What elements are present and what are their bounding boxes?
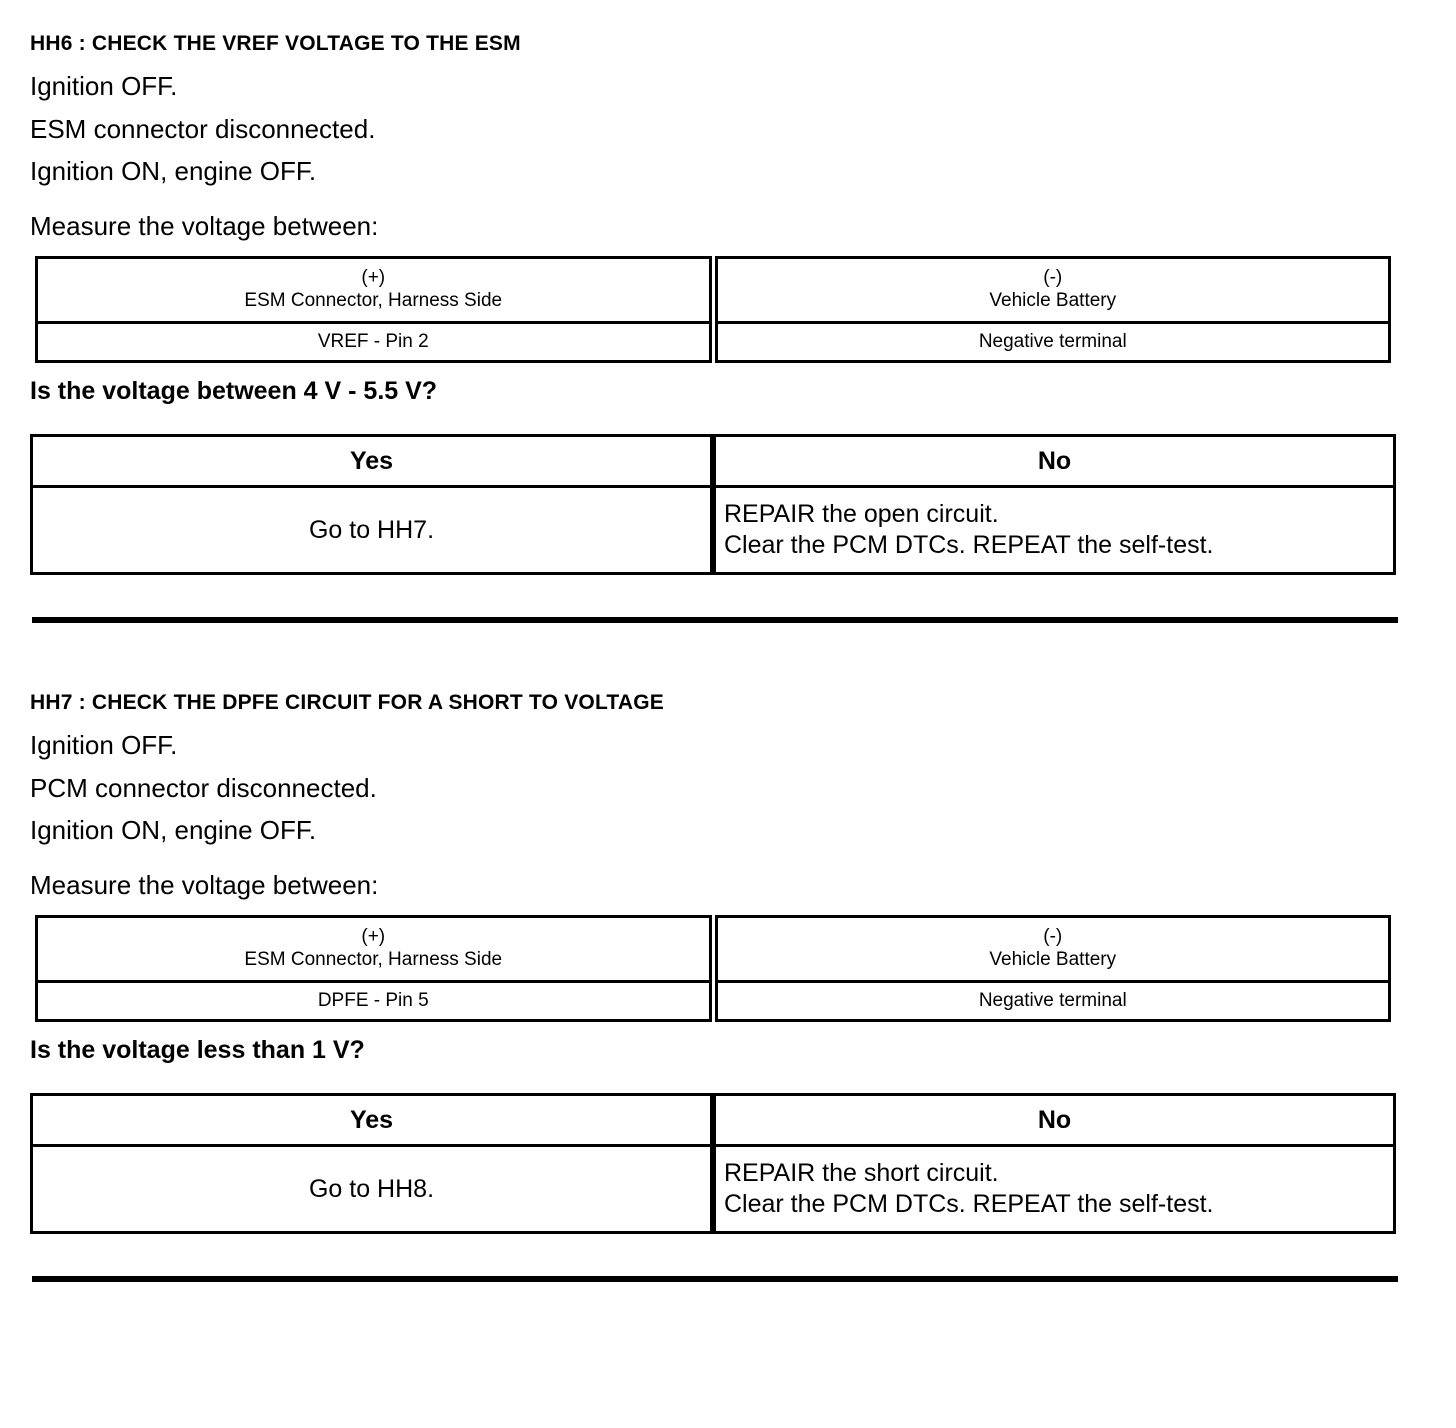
yes-action: Go to HH8.: [30, 1147, 713, 1234]
step-instruction: ESM connector disconnected.: [30, 113, 376, 144]
decision-question: Is the voltage less than 1 V?: [30, 1036, 365, 1064]
positive-source: ESM Connector, Harness Side: [244, 290, 503, 311]
diagnostic-step-hh7: [30, 691, 1426, 1282]
section-divider: [32, 1276, 1398, 1282]
table-row: [35, 324, 1391, 363]
negative-sign: (-): [1043, 926, 1063, 948]
table-row: [35, 915, 1391, 983]
no-action-line-1: REPAIR the open circuit.: [724, 499, 999, 528]
measure-positive-value: DPFE - Pin 5: [35, 983, 712, 1022]
no-action: [713, 1147, 1396, 1234]
positive-sign: (+): [361, 267, 386, 289]
measure-table: [32, 915, 1394, 1022]
no-action-line-1: REPAIR the short circuit.: [724, 1158, 999, 1187]
measure-intro: Measure the voltage between:: [30, 869, 379, 900]
step-instruction: PCM connector disconnected.: [30, 772, 377, 803]
step-title: HH7 : CHECK THE DPFE CIRCUIT FOR A SHORT TO VOLTAGE: [30, 691, 664, 714]
result-table: [30, 1093, 1396, 1234]
negative-source: Vehicle Battery: [989, 949, 1117, 970]
no-header: No: [713, 434, 1396, 488]
measure-negative-value: Negative terminal: [715, 324, 1392, 363]
step-instruction: Ignition ON, engine OFF.: [30, 815, 317, 845]
no-action-line-2: Clear the PCM DTCs. REPEAT the self-test.: [724, 531, 1214, 559]
yes-header: Yes: [30, 1093, 713, 1147]
negative-source: Vehicle Battery: [989, 290, 1117, 311]
step-instruction: Ignition ON, engine OFF.: [30, 156, 317, 186]
no-action: [713, 488, 1396, 575]
step-instruction: Ignition OFF.: [30, 71, 178, 101]
yes-header: Yes: [30, 434, 713, 488]
positive-source: ESM Connector, Harness Side: [244, 949, 503, 970]
step-title: HH6 : CHECK THE VREF VOLTAGE TO THE ESM: [30, 32, 521, 55]
measure-positive-value: VREF - Pin 2: [35, 324, 712, 363]
result-table: [30, 434, 1396, 575]
step-instruction: Ignition OFF.: [30, 730, 178, 760]
positive-sign: (+): [361, 926, 386, 948]
diagnostic-step-hh6: [30, 32, 1426, 681]
table-row: [30, 434, 1396, 488]
measure-negative-value: Negative terminal: [715, 983, 1392, 1022]
measure-negative-header: [715, 256, 1392, 324]
measure-negative-header: [715, 915, 1392, 983]
measure-table: [32, 256, 1394, 363]
spacer: [30, 623, 1426, 681]
decision-question: Is the voltage between 4 V - 5.5 V?: [30, 377, 438, 405]
table-row: [35, 256, 1391, 324]
no-action-line-2: Clear the PCM DTCs. REPEAT the self-test.: [724, 1190, 1214, 1218]
table-row: [30, 1093, 1396, 1147]
table-row: [30, 1147, 1396, 1234]
table-row: [35, 983, 1391, 1022]
table-row: [30, 488, 1396, 575]
measure-positive-header: [35, 915, 712, 983]
no-header: No: [713, 1093, 1396, 1147]
measure-intro: Measure the voltage between:: [30, 210, 379, 241]
negative-sign: (-): [1043, 267, 1063, 289]
yes-action: Go to HH7.: [30, 488, 713, 575]
measure-positive-header: [35, 256, 712, 324]
